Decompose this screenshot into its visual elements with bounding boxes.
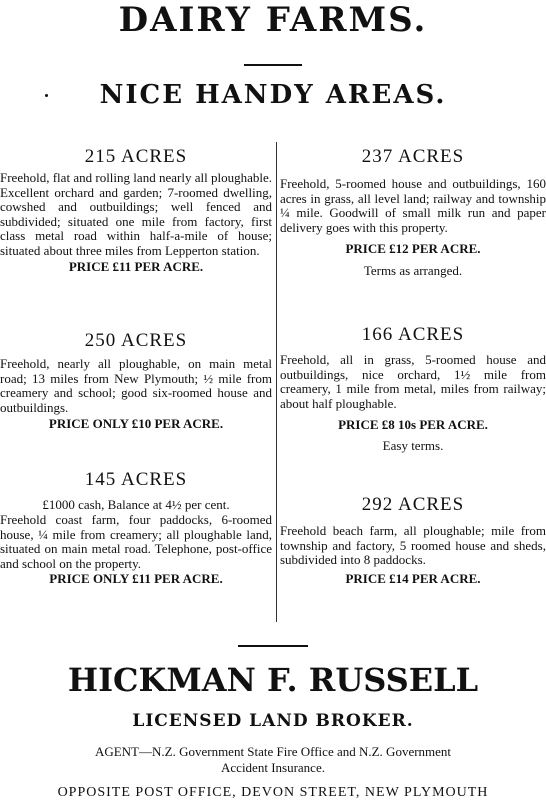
listing-description: Freehold coast farm, four paddocks, 6-roomed house, ¼ mile from creamery; all ploughable land, situated on main metal road. Telephone, post-office and school on the property. [0,512,272,571]
listing-description: Freehold, flat and rolling land nearly all ploughable. Excellent orchard and garden; 7-roomed dwelling, cowshed and outbuildings; well fenced and subdivided; situated one mile from factory, first class metal road within half-a-mile of house; situated about three miles from Lepperton station. [0,170,272,258]
listing-heading: 292 ACRES [361,494,465,515]
broker-address: OPPOSITE POST OFFICE, DEVON STREET, NEW PLYMOUTH [57,785,489,800]
listing-heading: 145 ACRES [84,469,188,490]
listing-price: PRICE £12 PER ACRE. [345,241,481,257]
column-divider [276,142,277,622]
broker-title: LICENSED LAND BROKER. [132,711,414,731]
listing-237-acres [280,146,546,279]
listing-heading: 250 ACRES [84,330,188,351]
listing-145-acres [0,469,272,587]
listing-heading: 215 ACRES [84,146,188,167]
listing-heading: 166 ACRES [361,324,465,345]
page-subtitle: NICE HANDY AREAS. [99,80,447,110]
listing-price: PRICE £14 PER ACRE. [345,570,481,586]
listing-250-acres [0,330,272,432]
listing-description: Freehold, nearly all ploughable, on main metal road; 13 miles from New Plymouth; ½ mile from creamery and school; good six-roomed house and outbuildings. [0,356,272,415]
footer-divider [238,645,308,647]
listing-price: PRICE £8 10s PER ACRE. [338,417,488,433]
listing-lead: £1000 cash, Balance at 4½ per cent. [42,497,230,512]
listing-description: Freehold, 5-roomed house and outbuildings, 160 acres in grass, all level land; railway and township ¼ mile. Goodwill of small milk run and paper delivery goes with this property. [280,176,546,235]
title-divider [244,64,302,66]
listing-price: PRICE ONLY £10 PER ACRE. [48,416,224,432]
listing-price: PRICE £11 PER ACRE. [68,258,204,274]
listing-description: Freehold beach farm, all ploughable; mile from township and factory, 5 roomed house and sheds, subdivided into 8 paddocks. [280,523,546,568]
listing-price: PRICE ONLY £11 PER ACRE. [49,571,223,587]
broker-name: HICKMAN F. RUSSELL [67,661,479,699]
listing-292-acres [280,494,546,587]
agent-line [0,744,546,776]
listing-description: Freehold, all in grass, 5-roomed house and outbuildings, nice orchard, 1½ mile from creamery, 1 mile from metal, miles from railway; about half ploughable. [280,352,546,411]
page-title: DAIRY FARMS. [118,0,428,40]
agent-line-1: AGENT—N.Z. Government State Fire Office and N.Z. Government [94,744,452,759]
listing-heading: 237 ACRES [361,146,465,167]
agent-line-2: Accident Insurance. [221,760,325,775]
listing-166-acres [280,324,546,454]
listing-terms: Easy terms. [382,438,444,454]
listing-terms: Terms as arranged. [363,263,463,279]
listing-215-acres [0,146,272,275]
